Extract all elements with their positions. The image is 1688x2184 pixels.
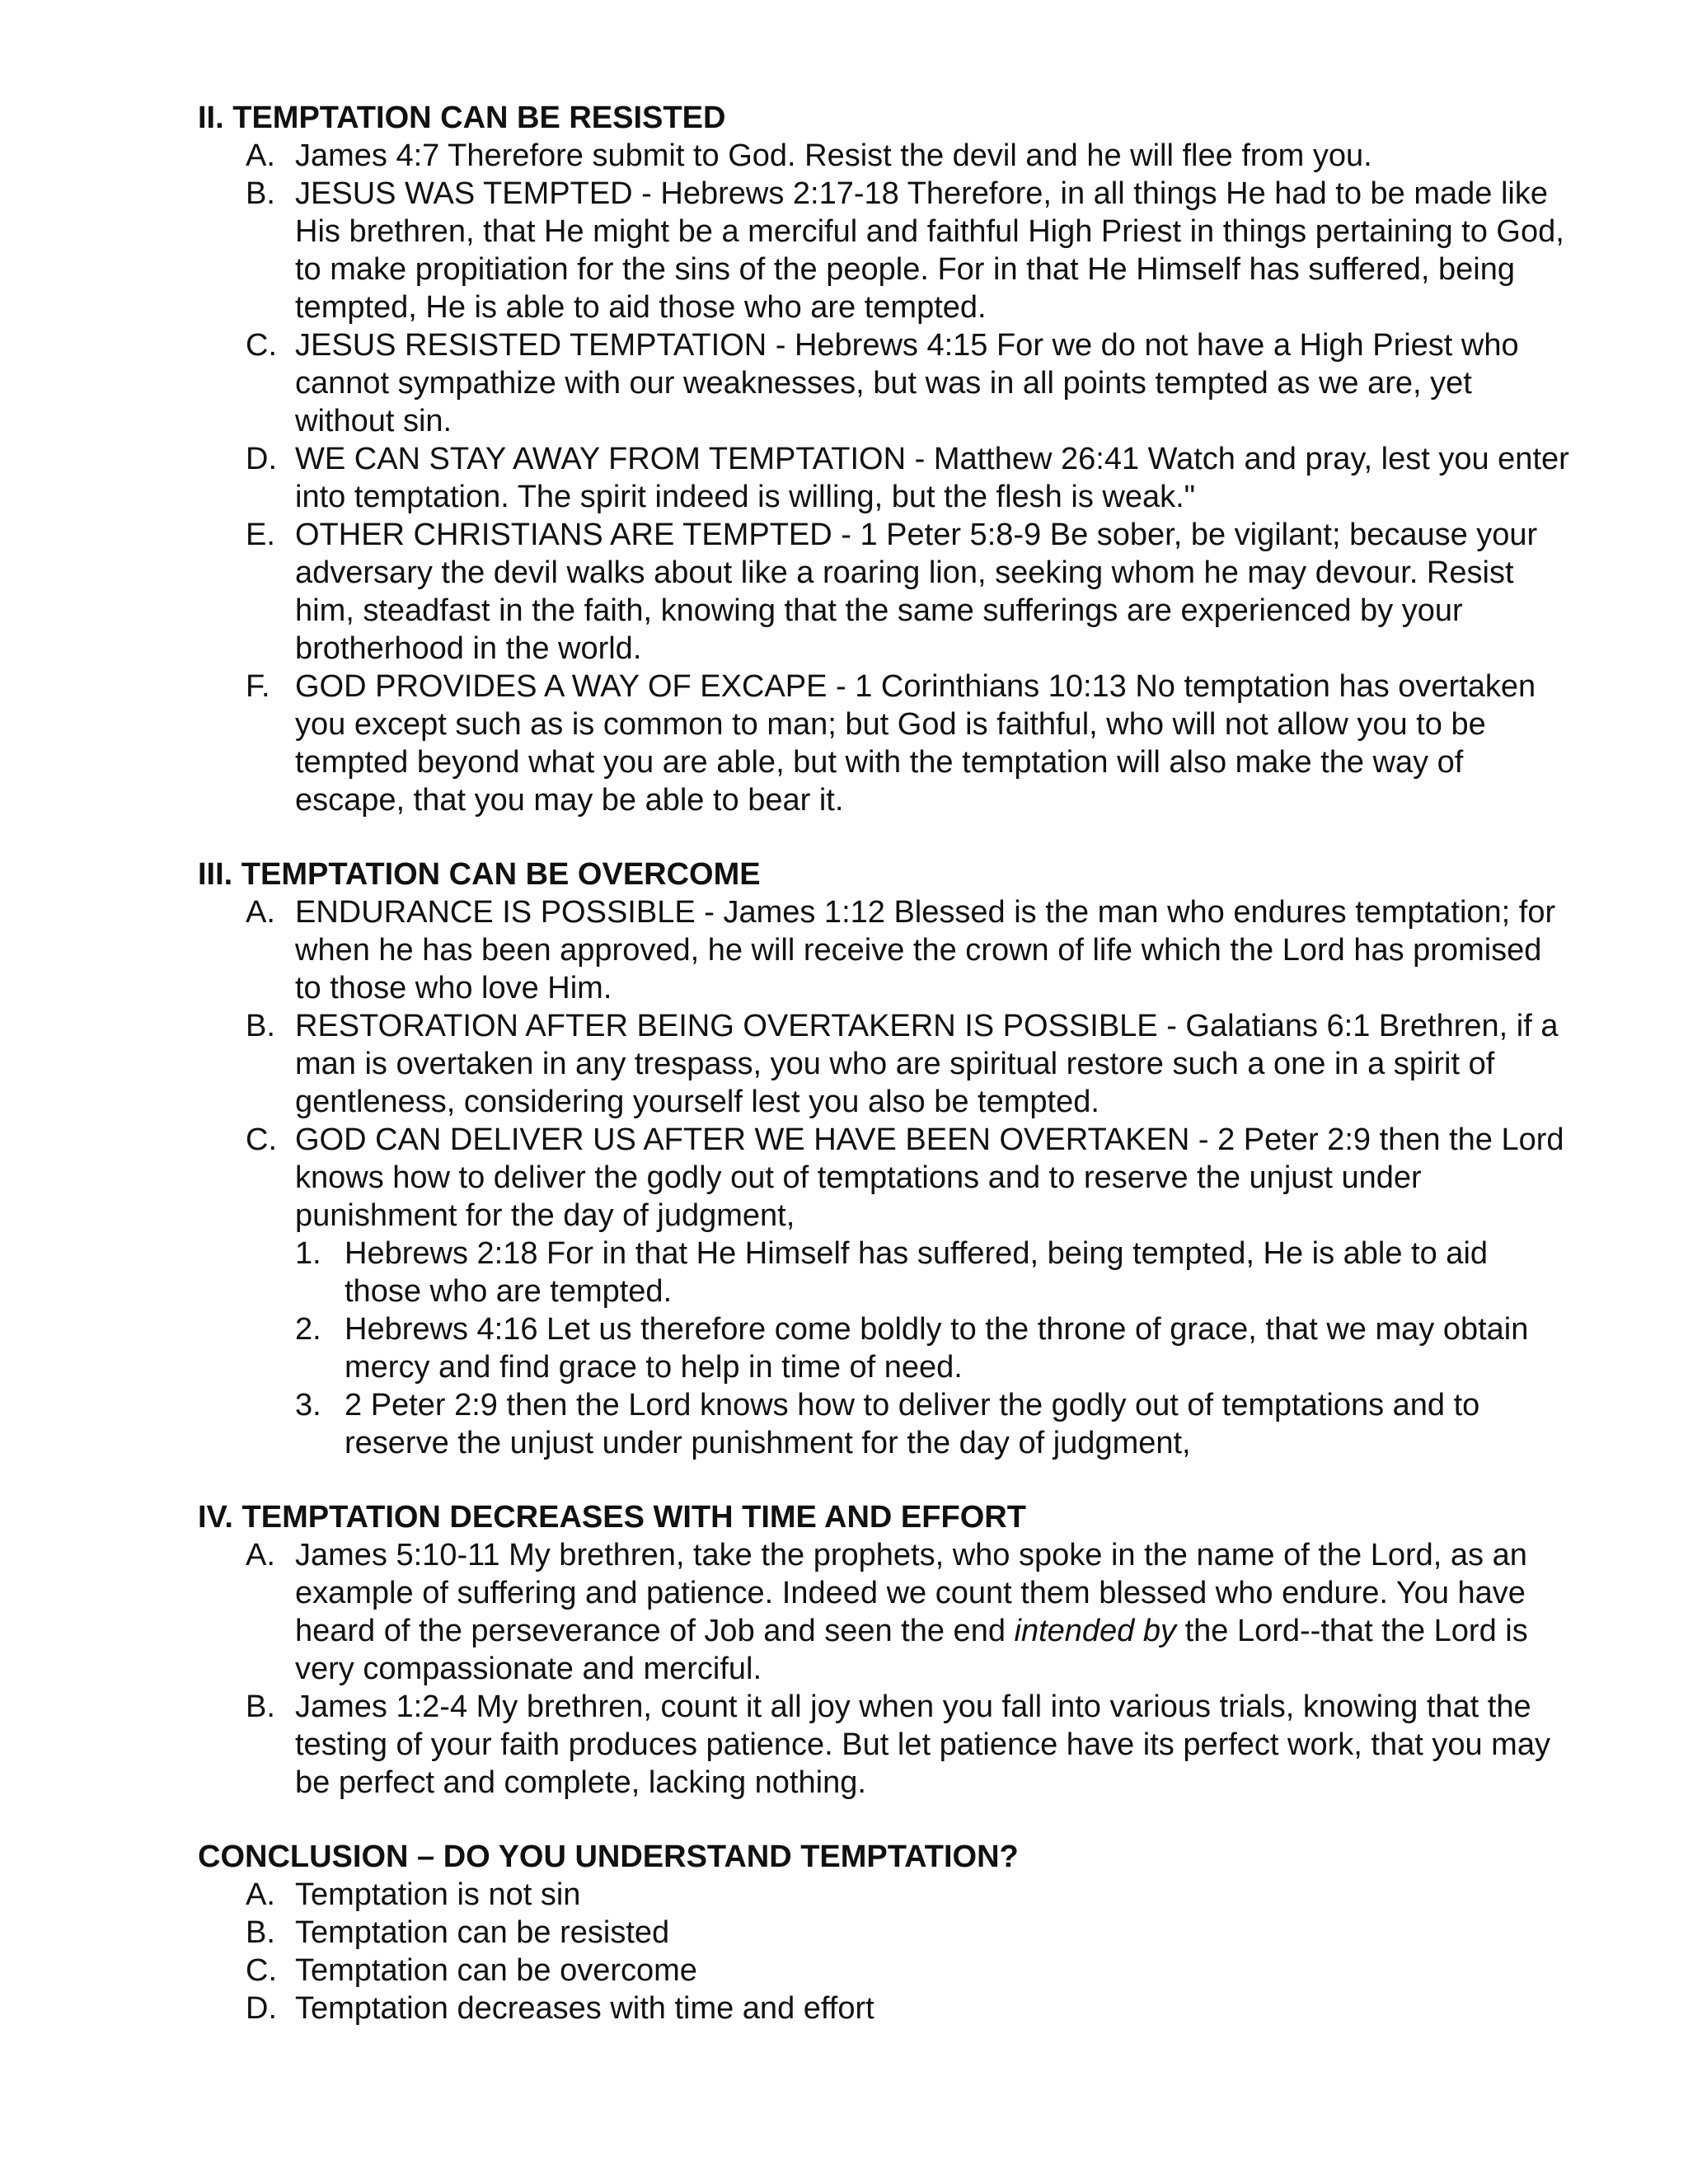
list-item [198, 175, 1573, 326]
item-letter: A. [246, 895, 275, 930]
sub-item-number: 1. [295, 1236, 321, 1271]
item-text: JESUS WAS TEMPTED - Hebrews 2:17-18 Therefore, in all things He had to be made like His brethren, that He might be a merciful and faithful High Priest in things pertaining to God, to make propitiation for the sins of the people. For in that He Himself has suffered, being tempted, He is able to aid those who are tempted. [295, 176, 1564, 325]
item-text: JESUS RESISTED TEMPTATION - Hebrews 4:15 For we do not have a High Priest who cannot sympathize with our weaknesses, but was in all points tempted as we are, yet without sin. [295, 328, 1519, 438]
item-text: Temptation decreases with time and effort [295, 1991, 874, 2026]
sub-list-item [198, 1235, 1573, 1310]
item-text: GOD CAN DELIVER US AFTER WE HAVE BEEN OVERTAKEN - 2 Peter 2:9 then the Lord knows how to deliver the godly out of temptations and to reserve the unjust under punishment for the day of judgment, [295, 1122, 1564, 1233]
item-text: GOD PROVIDES A WAY OF EXCAPE - 1 Corinthians 10:13 No temptation has overtaken you except such as is common to man; but God is faithful, who will not allow you to be tempted beyond what you are able, but with the temptation will also make the way of escape, that you may be able to bear it. [295, 669, 1536, 818]
section-overcome [198, 855, 1573, 1462]
item-text: James 1:2-4 My brethren, count it all joy when you fall into various trials, knowing that the testing of your faith produces patience. But let patience have its perfect work, that you may be perfect and complete, lacking nothing. [295, 1690, 1550, 1800]
list-item [198, 1914, 1573, 1952]
section-heading: II. TEMPTATION CAN BE RESISTED [198, 101, 726, 135]
list-item [198, 893, 1573, 1007]
section-heading: CONCLUSION – DO YOU UNDERSTAND TEMPTATION? [198, 1840, 1019, 1874]
item-letter: C. [246, 1953, 277, 1988]
list-item [198, 1121, 1573, 1235]
item-letter: B. [246, 1915, 275, 1950]
list-item [198, 440, 1573, 516]
item-letter: C. [246, 328, 277, 363]
sub-item-text: Hebrews 2:18 For in that He Himself has suffered, being tempted, He is able to aid those who are tempted. [345, 1236, 1489, 1309]
sub-list-item [198, 1386, 1573, 1462]
sub-item-text: Hebrews 4:16 Let us therefore come boldly to the throne of grace, that we may obtain mercy and find grace to help in time of need. [345, 1312, 1529, 1385]
item-text: Temptation is not sin [295, 1877, 581, 1912]
list-item [198, 668, 1573, 819]
item-text: Temptation can be resisted [295, 1915, 670, 1950]
item-letter: B. [246, 1690, 275, 1724]
section-decreases [198, 1498, 1573, 1802]
list-item [198, 1688, 1573, 1802]
sub-list-item [198, 1310, 1573, 1386]
item-text: OTHER CHRISTIANS ARE TEMPTED - 1 Peter 5:8-9 Be sober, be vigilant; because your adversary the devil walks about like a roaring lion, seeking whom he may devour. Resist him, steadfast in the faith, knowing that the same sufferings are experienced by your brotherhood in the world. [295, 518, 1538, 666]
list-item [198, 326, 1573, 440]
list-item [198, 1536, 1573, 1688]
item-letter: B. [246, 1009, 275, 1043]
item-letter: B. [246, 176, 275, 211]
item-letter: D. [246, 442, 277, 476]
list-item [198, 1990, 1573, 2027]
list-item [198, 1952, 1573, 1990]
item-letter: A. [246, 1877, 275, 1912]
list-item [198, 1007, 1573, 1121]
section-resisted [198, 99, 1573, 819]
item-letter: A. [246, 138, 275, 173]
item-letter: D. [246, 1991, 277, 2026]
item-letter: C. [246, 1122, 277, 1157]
item-text: Temptation can be overcome [295, 1953, 697, 1988]
item-letter: E. [246, 518, 275, 552]
item-text-continued: the Lord--that the Lord is very compassionate and merciful. [295, 1614, 1528, 1686]
item-text: ENDURANCE IS POSSIBLE - James 1:12 Blessed is the man who endures temptation; for when he has been approved, he will receive the crown of life which the Lord has promised to those who love Him. [295, 895, 1556, 1005]
list-item [198, 516, 1573, 668]
item-text: RESTORATION AFTER BEING OVERTAKERN IS POSSIBLE - Galatians 6:1 Brethren, if a man is overtaken in any trespass, you who are spiritual restore such a one in a spirit of gentleness, considering yourself lest you also be tempted. [295, 1009, 1559, 1119]
item-letter: F. [246, 669, 270, 704]
item-text: James 4:7 Therefore submit to God. Resist the devil and he will flee from you. [295, 138, 1372, 173]
sub-item-number: 2. [295, 1312, 321, 1347]
item-text-italic: intended by [1014, 1614, 1177, 1648]
item-text: James 5:10-11 My brethren, take the prophets, who spoke in the name of the Lord, as an example of suffering and patience. Indeed we count them blessed who endure. You have heard of the perseverance of Job and seen the end [295, 1538, 1527, 1648]
section-heading: IV. TEMPTATION DECREASES WITH TIME AND EFFORT [198, 1500, 1026, 1535]
sub-item-number: 3. [295, 1388, 321, 1422]
item-letter: A. [246, 1538, 275, 1572]
section-conclusion [198, 1838, 1573, 2027]
list-item [198, 137, 1573, 175]
sub-item-text: 2 Peter 2:9 then the Lord knows how to deliver the godly out of temptations and to reserve the unjust under punishment for the day of judgment, [345, 1388, 1480, 1460]
section-heading: III. TEMPTATION CAN BE OVERCOME [198, 857, 761, 892]
list-item [198, 1876, 1573, 1914]
item-text: WE CAN STAY AWAY FROM TEMPTATION - Matthew 26:41 Watch and pray, lest you enter into temptation. The spirit indeed is willing, but the flesh is weak." [295, 442, 1569, 514]
